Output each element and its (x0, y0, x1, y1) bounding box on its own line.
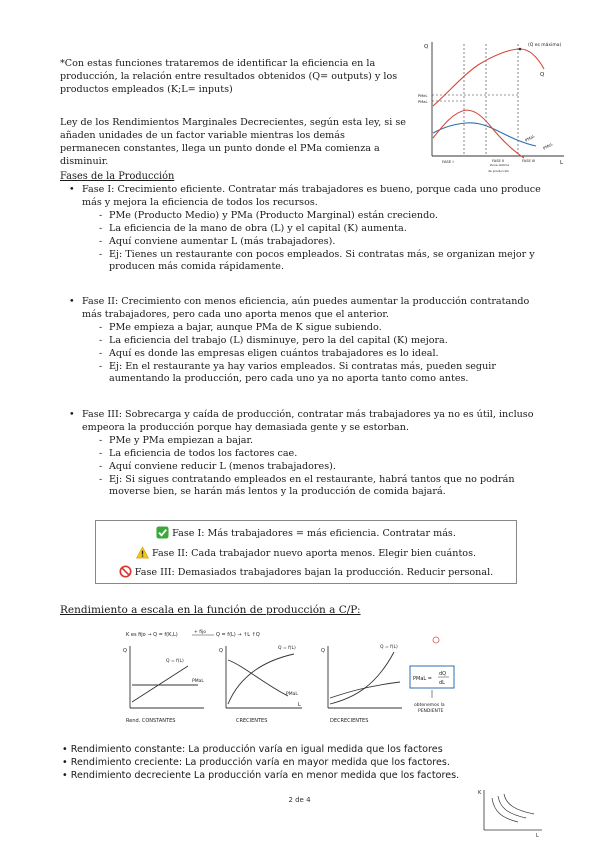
bullet: • (69, 296, 75, 307)
g2-pmal: PMaL (286, 692, 298, 697)
summary-text: Fase II: Cada trabajador nuevo aporta menos. Elegir bien cuántos. (151, 548, 477, 559)
summary-line-2 (96, 546, 516, 559)
q-curve-label: Q (540, 72, 545, 78)
list-item: - Aquí conviene aumentar L (más trabajadores). (101, 236, 548, 249)
prohibited-icon (119, 565, 132, 578)
l-label: L (536, 833, 539, 838)
k-label: K (478, 790, 482, 796)
phase2-sub2: de producción (488, 169, 510, 173)
returns-bullets (62, 743, 459, 783)
list-item: - PMe empieza a bajar, aunque PMa de K sigue subiendo. (101, 322, 548, 335)
g1-pmal: PMaL (192, 679, 204, 684)
bullet: • (69, 184, 75, 195)
pmel-label-right: PMeL (542, 141, 554, 151)
phase1-label: FASE I (442, 159, 454, 164)
list-item: - PMe y PMa empiezan a bajar. (101, 435, 548, 448)
formula-note-1: obtenemos la (414, 703, 445, 708)
g3-caption: DECRECIENTES (330, 718, 369, 724)
formula-note-2: PENDIENTE (418, 709, 444, 714)
list-item: • Rendimiento constante: La producción varía en igual medida que los factores (62, 744, 443, 755)
phase2-sub2-sketch (488, 167, 528, 175)
g3-q: Q (321, 648, 325, 654)
bullet: • (69, 409, 75, 420)
summary-box (95, 520, 517, 584)
isoquant-sketch (476, 786, 546, 838)
formula-den: dL (439, 680, 445, 686)
eq-arrow: + fijo (194, 630, 207, 635)
phases-title: Fases de la Producción (60, 171, 175, 182)
returns-sketch (118, 622, 488, 732)
intro-paragraph: *Con estas funciones trataremos de identificar la eficiencia en la producción, la relación entre resultados obtenidos (Q= outputs) y los productos empleados (K;L= inputs) (60, 58, 398, 95)
phase-1-head: Fase I: Crecimiento eficiente. Contratar más trabajadores es bueno, porque cada uno produce más y mejora la eficiencia de todos los recursos. (82, 184, 541, 208)
g2-caption: CRECIENTES (236, 718, 268, 724)
q-axis-label: Q (424, 44, 429, 50)
list-item: - La eficiencia de la mano de obra (L) y el capital (K) aumenta. (101, 223, 548, 236)
g1-caption: Rend. CONSTANTES (126, 718, 176, 724)
summary-text: Fase I: Más trabajadores = más eficiencia. Contratar más. (172, 528, 456, 539)
g2-curve: Q = f(L) (278, 646, 296, 651)
list-item: - PMe (Producto Medio) y PMa (Producto Marginal) están creciendo. (101, 210, 548, 223)
list-item: - La eficiencia de todos los factores cae. (101, 448, 548, 461)
summary-text: Fase III: Demasiados trabajadores bajan la producción. Reducir personal. (134, 567, 494, 578)
formula-num: dQ (439, 671, 447, 677)
g1-curve: Q = f(L) (166, 659, 184, 664)
list-item: - Ej: En el restaurante ya hay varios empleados. Si contratas más, pueden seguir aumentando la producción, pero cada uno ya no aporta tanto como antes. (101, 361, 548, 387)
formula-left: PMaL = (413, 676, 432, 682)
phase2-sub1: Zona óptima (490, 163, 510, 166)
g2-l: L (298, 702, 301, 708)
warning-icon (136, 546, 149, 559)
pmal-label-left: PMaL (418, 100, 428, 104)
check-icon (156, 526, 169, 539)
phase-2-head: Fase II: Crecimiento con menos eficiencia, aún puedes aumentar la producción contratando más trabajadores, pero cada uno aporta menos que el anterior. (82, 296, 530, 320)
list-item: - Ej: Si sigues contratando empleados en el restaurante, habrá tantos que no podrán moverse bien, se harán más lentos y la producción de comida bajará. (101, 474, 548, 500)
eq-left: K es fijo → Q = f(K,L) (126, 632, 178, 638)
eq-right: Q = f(L) → ↑L ↑Q (216, 632, 260, 638)
max-label: (Q es máxima) (528, 43, 562, 48)
phase2-label: FASE II (492, 159, 505, 163)
page-number: 2 de 4 (288, 796, 311, 804)
returns-title: Rendimiento a escala en la función de producción a C/P: (60, 604, 361, 616)
pmel-label-left: PMeL (418, 94, 428, 98)
phase3-label: FASE III (522, 159, 536, 163)
list-item: - Ej: Tienes un restaurante con pocos empleados. Si contratas más, se organizan mejor y producen más comida rápidamente. (101, 249, 548, 275)
g1-q: Q (123, 648, 127, 654)
law-paragraph: Ley de los Rendimientos Marginales Decrecientes, según esta ley, si se añaden unidades de un factor variable mientras los demás permanecen constantes, llega un punto donde el PMa comienza a disminuir. (60, 117, 406, 167)
summary-line-3 (96, 565, 516, 578)
phase-3-head: Fase III: Sobrecarga y caída de producción, contratar más trabajadores ya no es útil, incluso empeora la producción porque hay demasiada gente y se estorban. (82, 409, 534, 433)
list-item: - La eficiencia del trabajo (L) disminuye, pero la del capital (K) mejora. (101, 335, 548, 348)
production-phases-sketch (418, 38, 568, 166)
pmal-label-right: PMaL (524, 133, 536, 143)
g2-q: Q (219, 648, 223, 654)
list-item: - Aquí conviene reducir L (menos trabajadores). (101, 461, 548, 474)
list-item: • Rendimiento creciente: La producción varía en mayor medida que los factores. (62, 757, 450, 769)
phase-3 (69, 409, 548, 499)
g3-curve: Q = f(L) (380, 645, 398, 650)
list-item: - Aquí es donde las empresas eligen cuántos trabajadores es lo ideal. (101, 348, 548, 361)
phase-2 (69, 296, 548, 386)
list-item: • Rendimiento decreciente La producción varía en menor medida que los factores. (62, 770, 460, 782)
phase-1 (69, 184, 548, 274)
summary-line-1 (96, 526, 516, 539)
l-axis-label: L (560, 160, 564, 166)
